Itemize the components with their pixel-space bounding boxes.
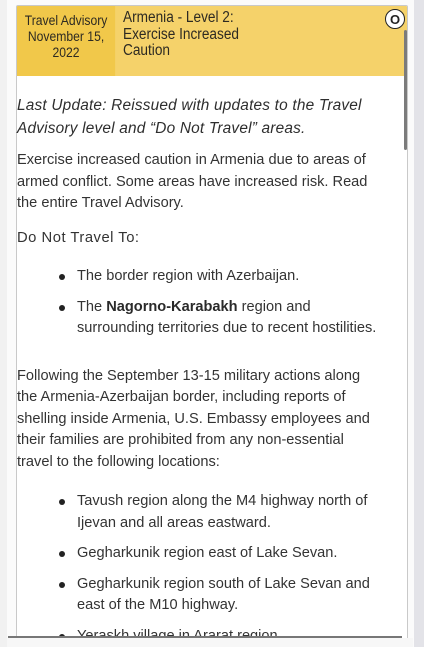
do-not-travel-list	[17, 266, 379, 340]
left-background	[0, 0, 7, 647]
location-text: Gegharkunik region east of Lake Sevan.	[77, 545, 338, 561]
badge-label: Travel Advisory	[24, 13, 108, 28]
region-name: Nagorno-Karabakh	[106, 298, 238, 315]
list-item-suffix: region and surrounding territories due to recent hostilities.	[77, 298, 377, 336]
advisory-banner	[17, 6, 408, 76]
close-icon[interactable]	[385, 9, 405, 29]
badge-year: 2022	[52, 45, 80, 60]
last-update-text: Last Update: Reissued with updates to the Travel Advisory level and “Do Not Travel” areas.	[17, 97, 362, 137]
close-glyph: O	[389, 11, 401, 27]
list-item	[77, 543, 379, 565]
location-text: Gegharkunik region south of Lake Sevan and east of the M10 highway.	[77, 575, 370, 613]
location-text: Tavush region along the M4 highway north of Ijevan and all areas eastward.	[77, 493, 368, 531]
locations-list	[17, 491, 379, 647]
advisory-date-badge	[17, 6, 115, 76]
advisory-content	[17, 94, 379, 647]
title-line-1: Armenia - Level 2:	[123, 9, 234, 26]
title-line-2: Exercise Increased	[123, 25, 239, 43]
following-text: Following the September 13-15 military actions along the Armenia-Azerbaijan border, including reports of shelling inside Armenia, U.S. Embassy employees and their families are prohibited from any non-essential travel to the following locations:	[17, 367, 370, 470]
right-background	[414, 0, 424, 647]
list-item-text: The border region with Azerbaijan.	[77, 268, 300, 284]
bottom-edge	[7, 638, 413, 647]
intro-text: Exercise increased caution in Armenia due to areas of armed conflict. Some areas have increased risk. Read the entire Travel Advisory.	[17, 152, 368, 211]
advisory-level-title	[123, 10, 246, 60]
list-item-prefix: The	[77, 298, 107, 315]
list-item	[77, 491, 379, 534]
list-item	[77, 574, 379, 617]
list-item	[77, 266, 379, 288]
badge-date: November 15,	[27, 29, 105, 44]
scrollbar-thumb[interactable]	[404, 30, 407, 150]
list-item	[77, 297, 379, 340]
title-line-3: Caution	[123, 42, 171, 59]
do-not-travel-heading: Do Not Travel To:	[17, 229, 140, 246]
